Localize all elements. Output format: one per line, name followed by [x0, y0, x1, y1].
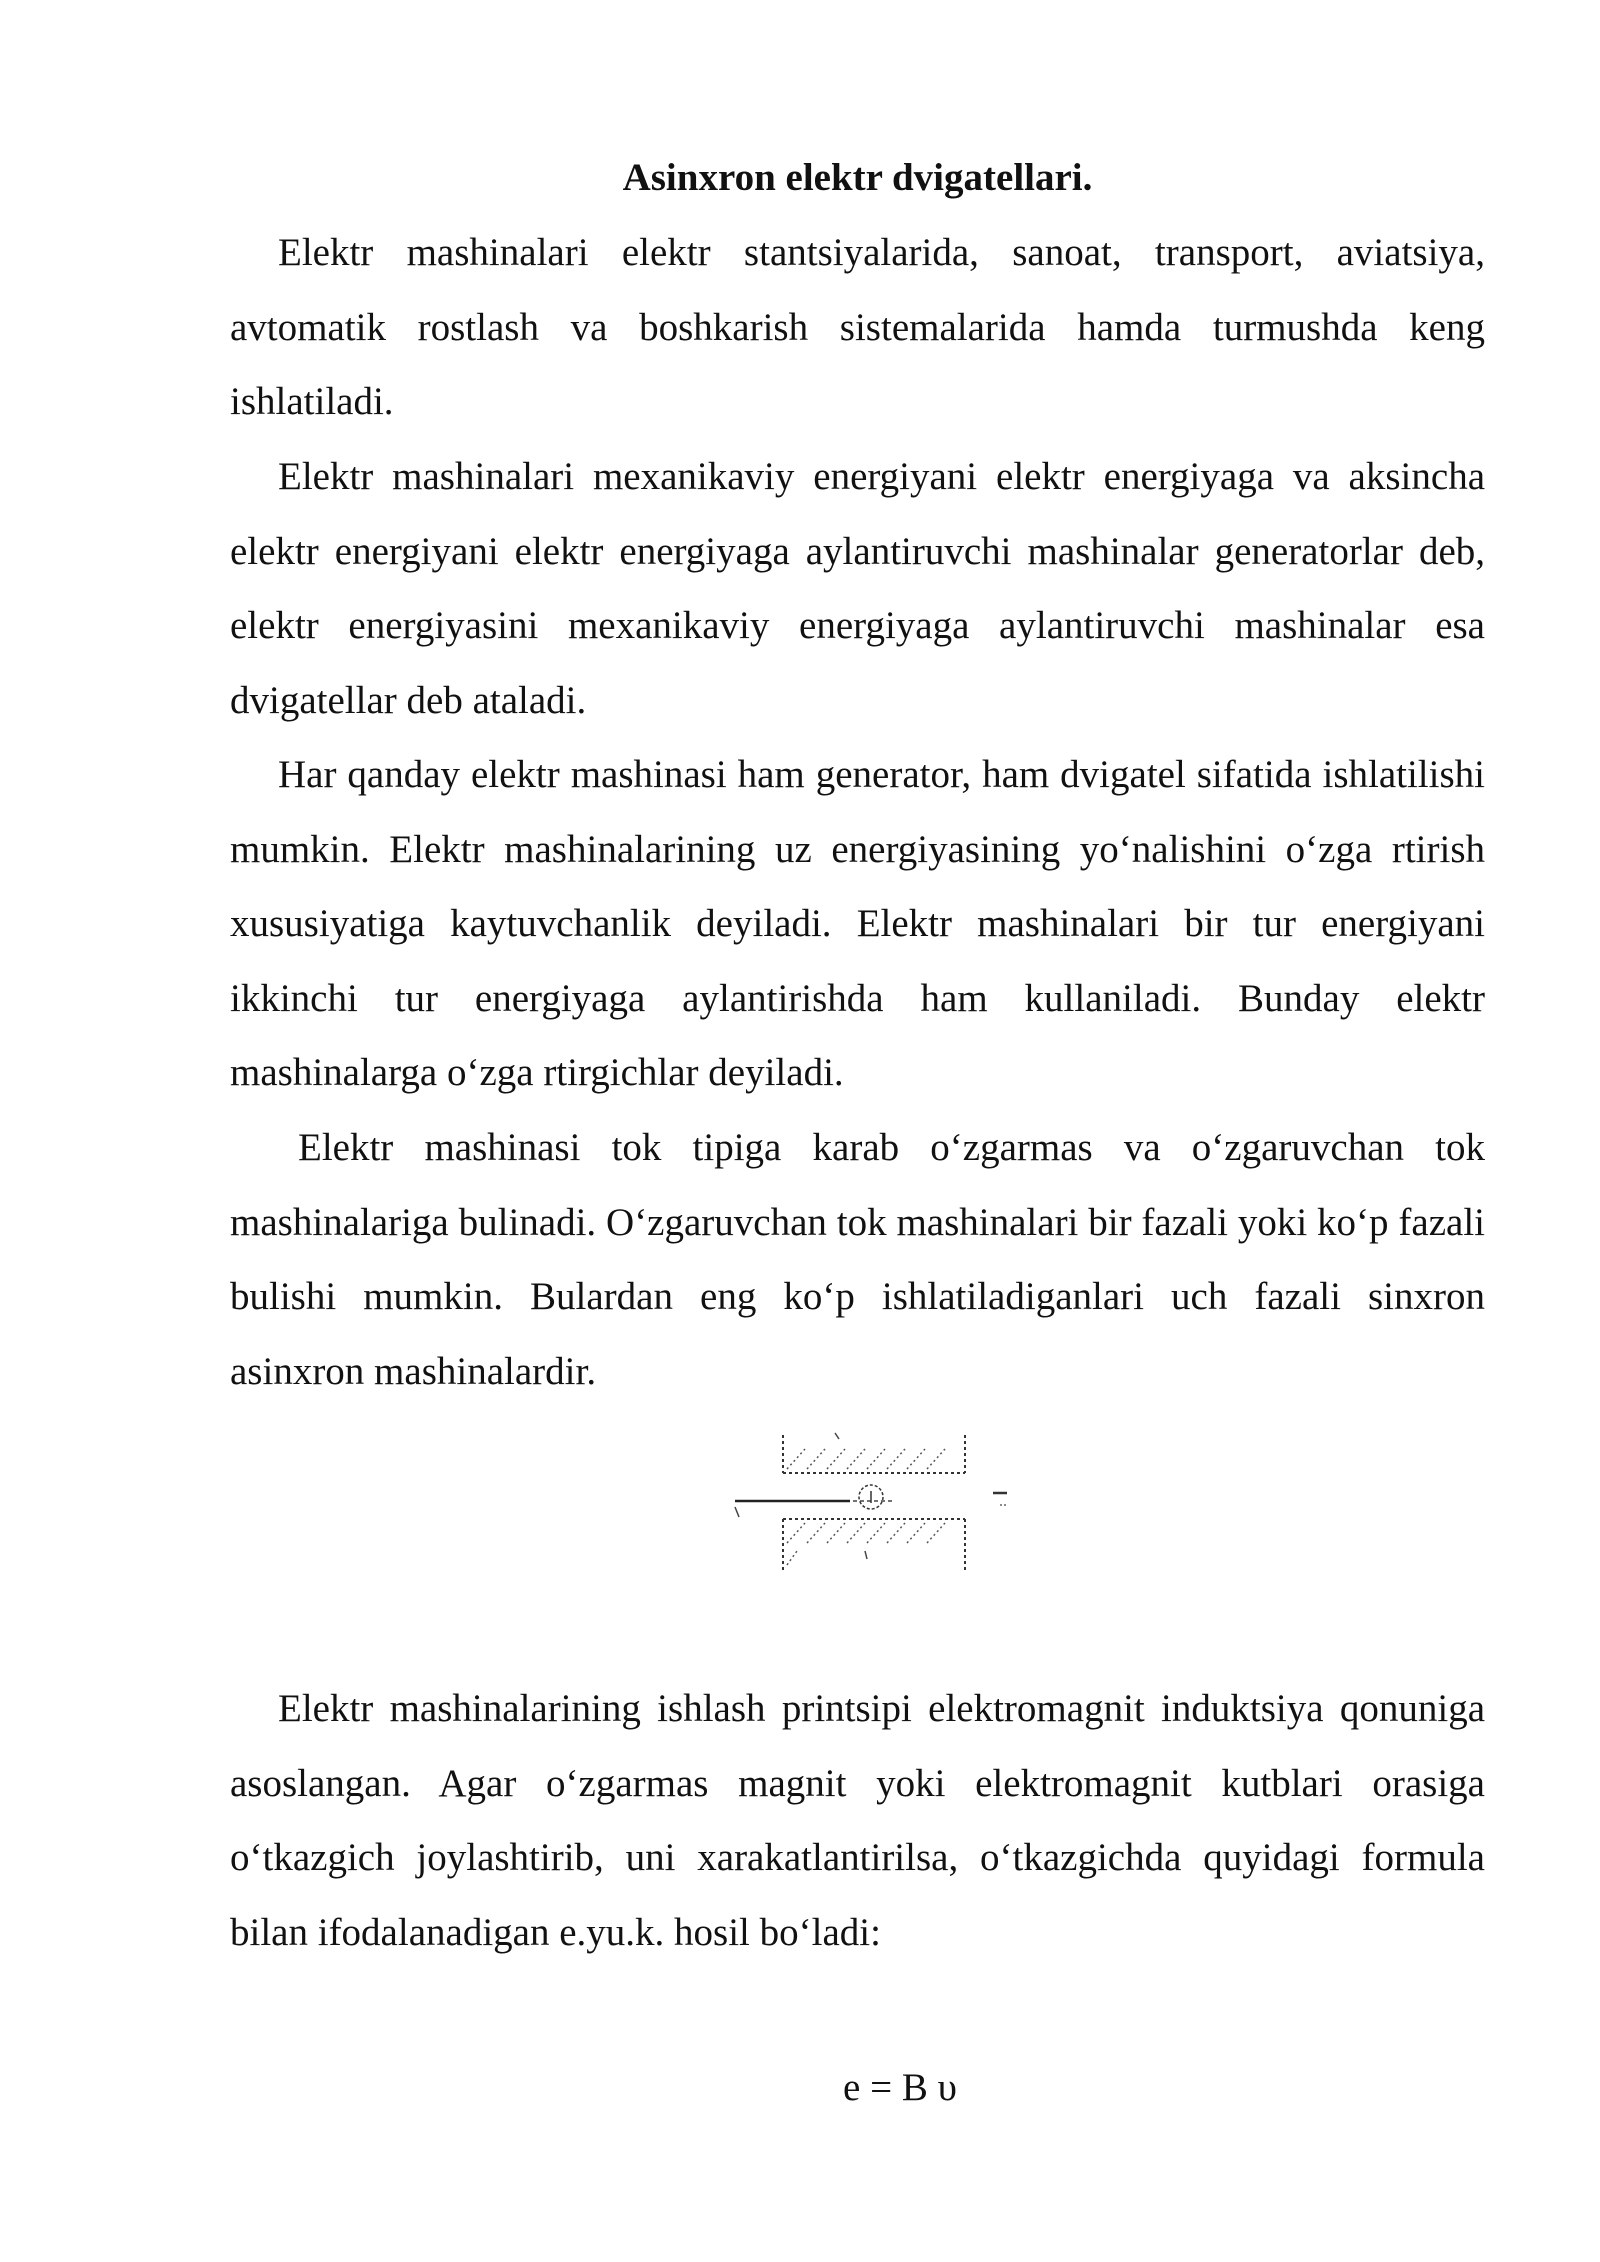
paragraph-4: Elektr mashinasi tok tipiga karab o‘zgarmas va o‘zgaruvchan tok mashinalariga bulinadi. O‘zgaruvchan tok mashinalari bir fazali yoki ko‘p fazali bulishi mumkin. Bulardan eng ko‘p ishlatiladiganlari uch fazali sinxron asinxron mashinalardir. [230, 1126, 1485, 1393]
paragraph-5: Elektr mashinalarining ishlash printsipi elektromagnit induktsiya qonuniga asoslangan. Agar o‘zgarmas magnit yoki elektromagnit kutblari orasiga o‘tkazgich joylashtirib, uni xarakatlantirilsa, o‘tkazgichda quyidagi formula bilan ifodalanadigan e.yu.k. hosil bo‘ladi: [230, 1687, 1485, 1954]
paragraph-3: Har qanday elektr mashinasi ham generator, ham dvigatel sifatida ishlatilishi mumkin. Elektr mashinalarining uz energiyasining yo‘nalishini o‘zga rtirish xususiyatiga kaytuvchanlik deyiladi. Elektr mashinalari bir tur energiyani ikkinchi tur energiyaga aylantirishda ham kullaniladi. Bunday elektr mashinalarga o‘zga rtirgichlar deyiladi. [230, 753, 1485, 1094]
paragraph-1: Elektr mashinalari elektr stantsiyalarida, sanoat, transport, aviatsiya, avtomatik rostlash va boshkarish sistemalarida hamda turmushda keng ishlatiladi. [230, 231, 1485, 423]
conductor-between-poles-icon [725, 1425, 1025, 1590]
magnetic-poles-figure [725, 1425, 1025, 1590]
page-title: Asinxron elektr dvigatellari. [622, 156, 1093, 199]
paragraph-2: Elektr mashinalari mexanikaviy energiyani elektr energiyaga va aksincha elektr energiyani elektr energiyaga aylantiruvchi mashinalar generatorlar deb, elektr energiyasini mexanikaviy energiyaga aylantiruvchi mashinalar esa dvigatellar deb ataladi. [230, 455, 1485, 722]
formula: e = B υ [843, 2066, 957, 2109]
